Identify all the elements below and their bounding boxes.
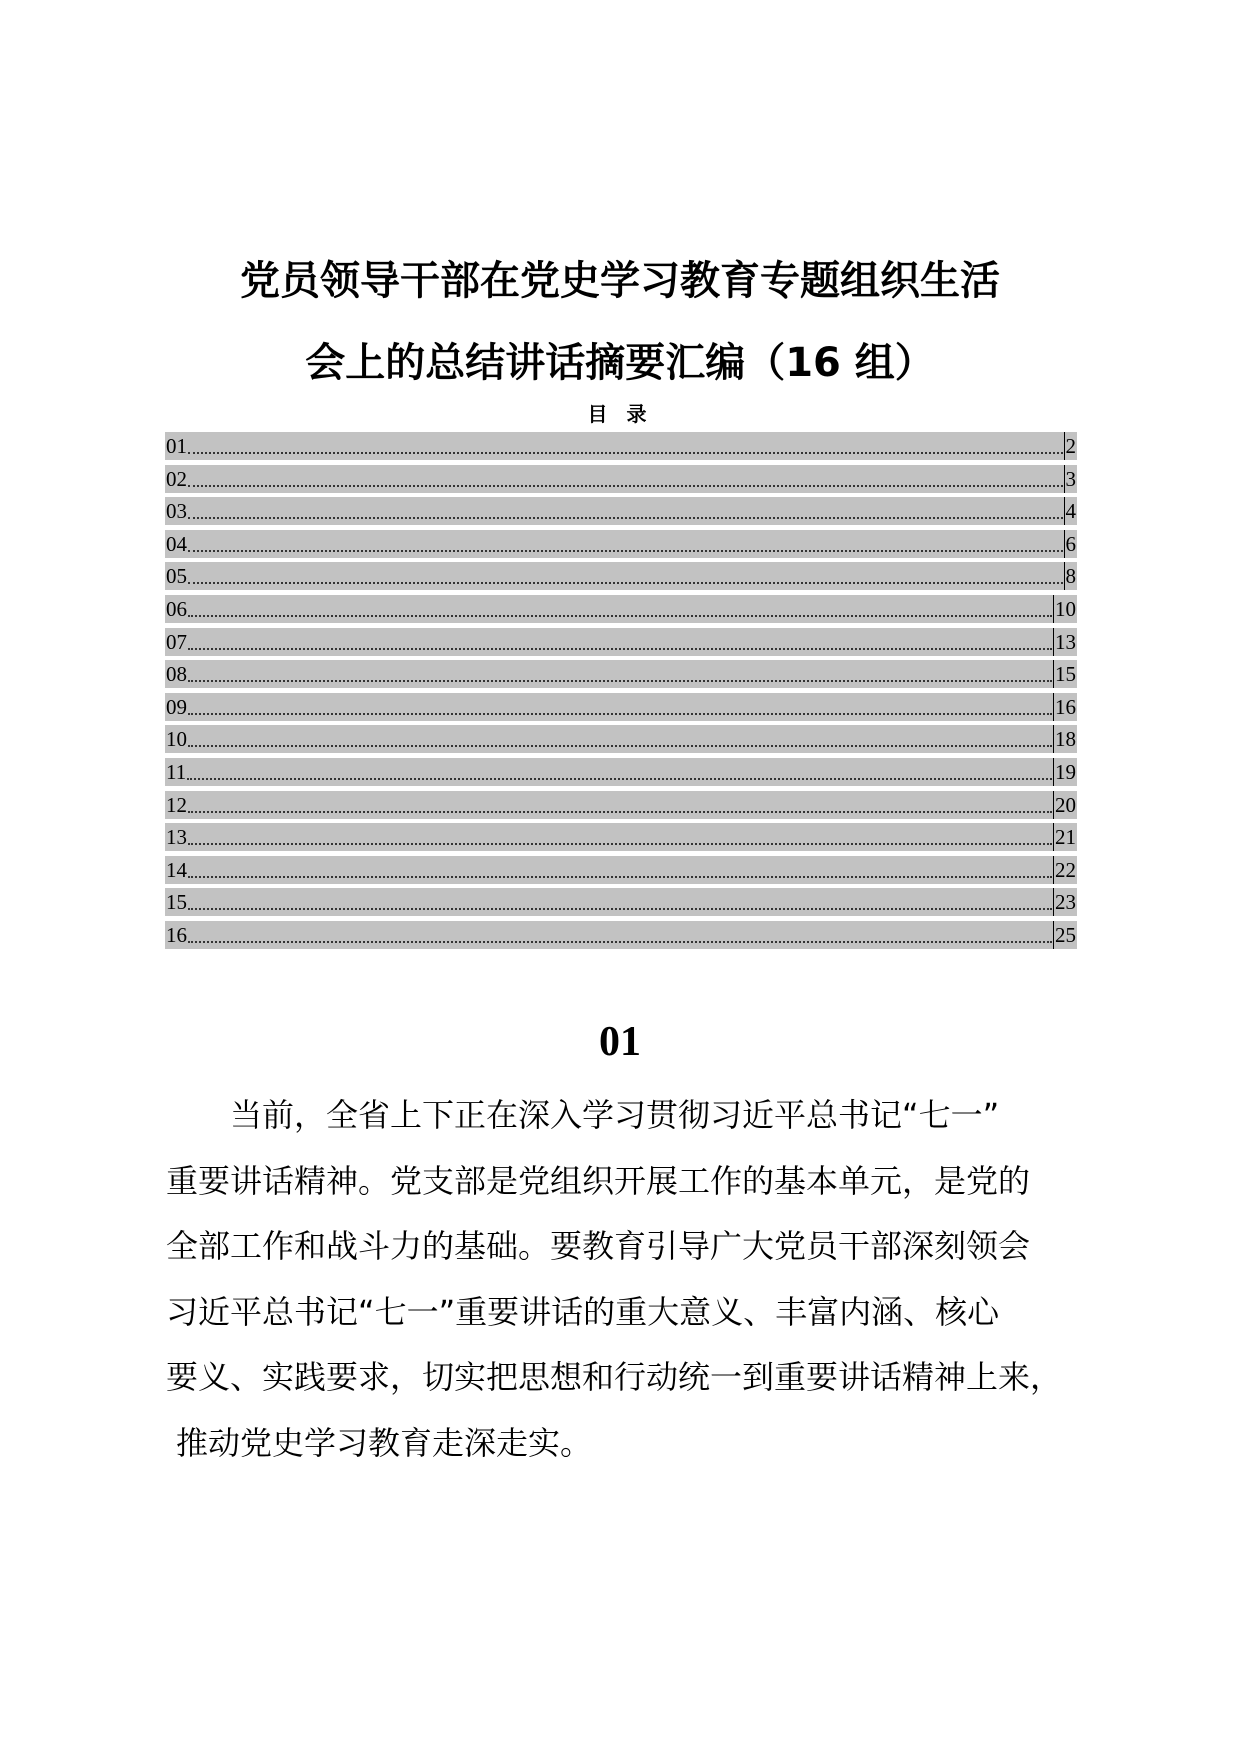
toc-entry-page: 22: [1055, 857, 1076, 882]
toc-leader-dots: [188, 811, 1052, 813]
toc-entry-label: 03: [166, 499, 187, 524]
toc-entry-04[interactable]: [165, 530, 1077, 558]
toc-entry-12[interactable]: [165, 791, 1077, 819]
toc-leader-dots: [188, 908, 1052, 910]
toc-entry-01[interactable]: [165, 432, 1077, 460]
toc-entry-page: 16: [1055, 694, 1076, 719]
toc-leader-dots: [188, 713, 1052, 715]
toc-entry-page: 21: [1055, 825, 1076, 850]
document-title-line-1: 党员领导干部在党史学习教育专题组织生活: [240, 258, 1000, 304]
toc-leader-dots: [188, 485, 1063, 487]
toc-entry-label: 12: [166, 792, 187, 817]
toc-entry-label: 04: [166, 531, 187, 556]
toc-entry-label: 07: [166, 629, 187, 654]
toc-heading: 目 录: [587, 402, 653, 426]
toc-entry-label: 01: [166, 434, 187, 458]
toc-entry-09[interactable]: [165, 693, 1077, 721]
toc-entry-16[interactable]: [165, 921, 1077, 949]
toc-entry-page: 8: [1065, 564, 1076, 589]
toc-entry-label: 13: [166, 825, 187, 850]
toc-entry-08[interactable]: [165, 660, 1077, 688]
toc-leader-dots: [188, 680, 1052, 682]
toc-leader-dots: [188, 452, 1063, 454]
toc-entry-label: 11: [166, 759, 187, 784]
toc-entry-label: 05: [166, 564, 187, 589]
toc-leader-dots: [187, 778, 1052, 780]
toc-leader-dots: [188, 550, 1063, 552]
toc-entry-page: 2: [1065, 434, 1076, 458]
toc-entry-label: 02: [166, 466, 187, 491]
toc-entry-11[interactable]: [165, 758, 1077, 786]
toc-leader-dots: [188, 648, 1052, 650]
toc-entry-05[interactable]: [165, 562, 1077, 590]
paragraph-line-4: 习近平总书记“七一”重要讲话的重大意义、丰富内涵、核心: [166, 1292, 1000, 1331]
toc-entry-label: 06: [166, 596, 187, 621]
toc-entry-page: 10: [1055, 596, 1076, 621]
toc-entry-label: 08: [166, 662, 187, 687]
toc-leader-dots: [188, 876, 1052, 878]
toc-entry-14[interactable]: [165, 856, 1077, 884]
toc-entry-13[interactable]: [165, 823, 1077, 851]
paragraph-line-3: 全部工作和战斗力的基础。要教育引导广大党员干部深刻领会: [166, 1227, 1031, 1266]
document-title: [150, 240, 1090, 404]
toc-leader-dots: [188, 745, 1052, 747]
toc-entry-page: 4: [1065, 499, 1076, 524]
toc-entry-03[interactable]: [165, 497, 1077, 525]
toc-entry-page: 3: [1065, 466, 1076, 491]
toc-entry-page: 23: [1055, 890, 1076, 915]
toc-leader-dots: [188, 582, 1063, 584]
toc-entry-page: 6: [1065, 531, 1076, 556]
paragraph-line-5: 要义、实践要求，切实把思想和行动统一到重要讲话精神上来，: [166, 1358, 1063, 1397]
toc-entry-10[interactable]: [165, 725, 1077, 753]
toc-entry-page: 20: [1055, 792, 1076, 817]
section-heading: 01: [599, 1019, 641, 1065]
toc-entry-06[interactable]: [165, 595, 1077, 623]
table-of-contents: [165, 432, 1077, 954]
toc-entry-page: 25: [1055, 922, 1076, 947]
toc-entry-page: 18: [1055, 727, 1076, 752]
paragraph-line-6: 推动党史学习教育走深走实。: [176, 1423, 593, 1462]
toc-leader-dots: [188, 615, 1052, 617]
toc-entry-label: 15: [166, 890, 187, 915]
toc-entry-02[interactable]: [165, 465, 1077, 493]
document-title-line-2: 会上的总结讲话摘要汇编（16 组）: [305, 340, 935, 386]
toc-entry-page: 15: [1055, 662, 1076, 687]
toc-entry-15[interactable]: [165, 888, 1077, 916]
toc-entry-label: 14: [166, 857, 187, 882]
paragraph-line-2: 重要讲话精神。党支部是党组织开展工作的基本单元，是党的: [166, 1161, 1031, 1200]
toc-entry-page: 19: [1055, 759, 1076, 784]
toc-leader-dots: [188, 843, 1052, 845]
section-paragraph: [166, 1083, 1104, 1477]
toc-entry-label: 10: [166, 727, 187, 752]
toc-entry-07[interactable]: [165, 628, 1077, 656]
toc-entry-label: 09: [166, 694, 187, 719]
toc-leader-dots: [188, 941, 1052, 943]
toc-entry-label: 16: [166, 922, 187, 947]
toc-leader-dots: [188, 517, 1063, 519]
toc-entry-page: 13: [1055, 629, 1076, 654]
paragraph-line-1: 当前，全省上下正在深入学习贯彻习近平总书记“七一”: [230, 1096, 1000, 1134]
